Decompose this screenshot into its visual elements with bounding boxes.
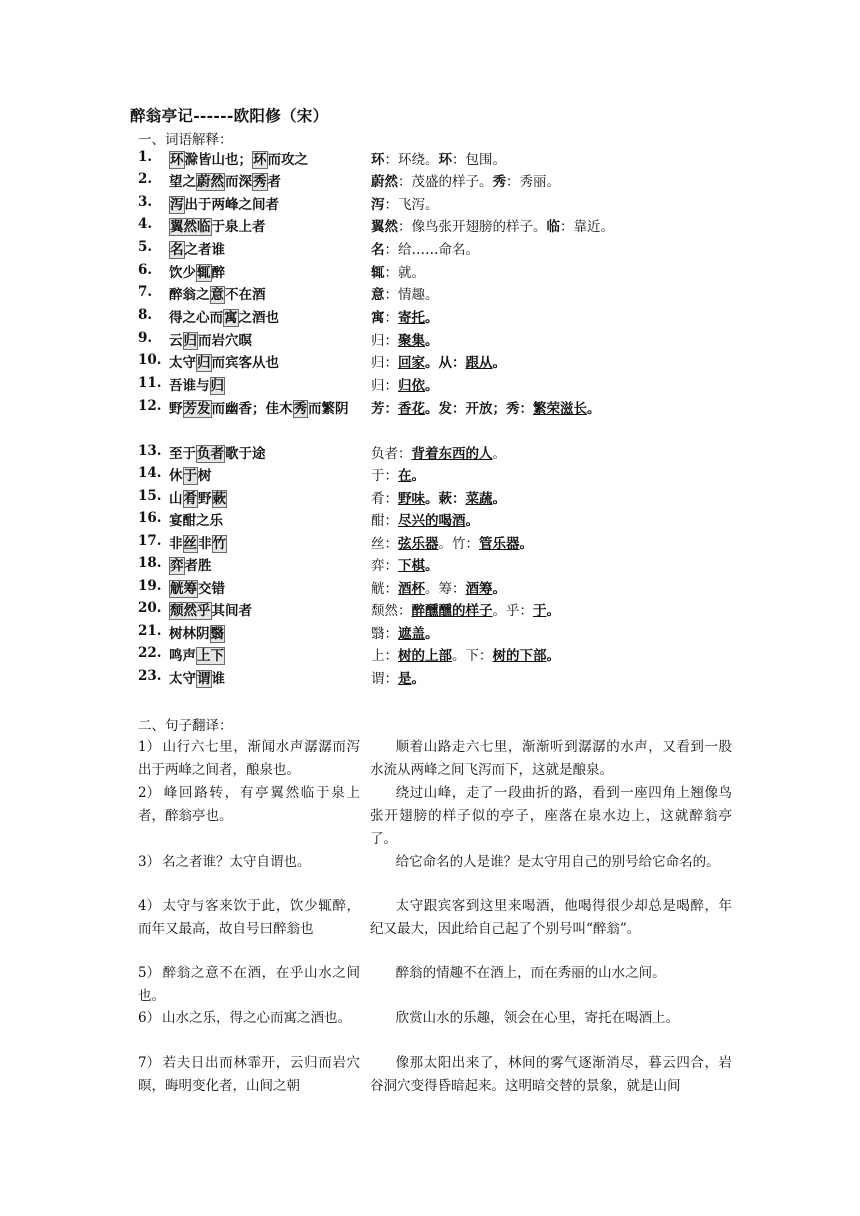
vocab-number: 1. <box>138 149 153 165</box>
definition-text: ： <box>384 310 398 326</box>
definition-text: ：就。 <box>384 265 425 281</box>
vocab-term <box>169 488 361 510</box>
term-text: 滁皆山也； <box>184 152 252 168</box>
sentence-number: 4） <box>138 898 161 914</box>
sentence-text: 山水之乐，得之心而寓之酒也。 <box>162 1010 351 1026</box>
sentence-number: 7） <box>138 1055 161 1071</box>
vocab-definition <box>371 600 751 622</box>
vocab-definition <box>371 398 751 420</box>
highlighted-term: 弈 <box>170 558 184 574</box>
definition-text: ： <box>384 333 398 349</box>
bold-text: 。 <box>465 513 479 529</box>
highlighted-term: 环 <box>253 152 267 168</box>
term-text: 之酒也 <box>238 310 279 326</box>
definition-text: 丝： <box>371 536 398 552</box>
modern-translation: 像那太阳出来了，林间的雾气逐渐消尽，暮云四合，岩谷洞穴变得昏暗起来。这明暗交替的景象，就是山间 <box>370 1055 732 1094</box>
vocab-definition <box>371 262 751 284</box>
term-text: 鸣声 <box>169 648 196 664</box>
section-heading-vocabulary: 一、词语解释： <box>138 132 233 148</box>
vocab-definition <box>371 330 751 352</box>
bold-text: 。 <box>492 581 506 597</box>
vocab-definition <box>371 216 751 238</box>
underlined-meaning: 回家 <box>398 355 425 371</box>
definition-text: 谓： <box>371 671 398 687</box>
underlined-meaning: 野味 <box>398 491 425 507</box>
highlighted-term: 翼然临 <box>170 219 211 235</box>
classical-sentence <box>138 895 360 941</box>
vocab-term <box>169 194 361 216</box>
underlined-meaning: 是 <box>398 671 412 687</box>
term-text: 吾谁与 <box>169 378 210 394</box>
vocab-term <box>169 668 361 690</box>
highlighted-term: 名 <box>170 242 184 258</box>
underlined-meaning: 下棋 <box>398 558 425 574</box>
vocab-term <box>169 149 361 171</box>
vocab-definition <box>371 533 751 555</box>
underlined-meaning: 树的上部 <box>398 648 452 664</box>
term-text: 其间者 <box>211 603 252 619</box>
classical-sentence <box>138 851 360 874</box>
vocab-definition <box>371 668 751 690</box>
vocab-definition <box>371 510 751 532</box>
underlined-meaning: 菜蔬 <box>465 491 493 507</box>
term-text: 太守 <box>169 355 196 371</box>
classical-sentence <box>138 1052 360 1098</box>
vocab-number: 12. <box>138 398 162 414</box>
underlined-meaning: 背着东西的人 <box>411 446 493 462</box>
vocab-term <box>169 533 361 555</box>
highlighted-term: 颓然乎 <box>170 603 211 619</box>
term-text: 而深 <box>225 174 252 190</box>
definition-text: ：包围。 <box>452 152 506 168</box>
term-text: 而繁阴 <box>308 401 349 417</box>
underlined-meaning: 繁荣滋长 <box>533 401 587 417</box>
underlined-meaning: 醉醺醺的样子 <box>411 603 493 619</box>
modern-translation: 顺着山路走六七里，渐渐听到潺潺的水声，又看到一股水流从两峰之间飞泻而下，这就是酿泉。 <box>370 739 732 778</box>
sentence-number: 2） <box>138 785 161 801</box>
term-text: 而攻之 <box>267 152 308 168</box>
sentence-text: 名之者谁？太守自谓也。 <box>162 854 311 870</box>
highlighted-term: 秀 <box>253 174 267 190</box>
definition-text: 上： <box>371 648 398 664</box>
highlighted-term: 觥筹 <box>170 581 197 597</box>
highlighted-term: 秀 <box>293 401 307 417</box>
vocab-number: 20. <box>138 600 162 616</box>
highlighted-term: 归 <box>197 355 211 371</box>
modern-translation: 绕过山峰，走了一段曲折的路，看到一座四角上翘像鸟张开翅膀的样子似的亭子，座落在泉水边上，这就醉翁亭了。 <box>370 785 732 847</box>
modern-translation: 欣赏山水的乐趣，领会在心里，寄托在喝酒上。 <box>395 1010 680 1026</box>
definition-text: ：茂盛的样子。 <box>398 174 493 190</box>
modern-translation: 给它命名的人是谁？是太守用自己的别号给它命名的。 <box>395 854 720 870</box>
sentence-number: 5） <box>138 965 161 981</box>
vocab-number: 23. <box>138 668 162 684</box>
definition-text: ：情趣。 <box>384 287 439 303</box>
sentence-number: 6） <box>138 1010 161 1026</box>
definition-text: 负者： <box>371 446 412 462</box>
classical-sentence <box>138 1007 360 1030</box>
vocab-definition <box>371 307 751 329</box>
vocab-definition <box>371 375 751 397</box>
term-text: 醉翁之 <box>169 287 210 303</box>
vocab-number: 13. <box>138 443 162 459</box>
sentence-number: 3） <box>138 854 161 870</box>
term-text: 太守 <box>169 671 196 687</box>
vocab-term <box>169 262 361 284</box>
vocab-number: 9. <box>138 330 153 346</box>
bold-text: 。 <box>546 648 560 664</box>
definition-text: 酣： <box>371 513 398 529</box>
term-text: 而宾客从也 <box>211 355 279 371</box>
sentence-text: 若夫日出而林霏开，云归而岩穴暝，晦明变化者，山间之朝 <box>138 1055 360 1094</box>
bold-text: 秀 <box>492 174 506 190</box>
bold-text: 临 <box>546 219 560 235</box>
term-text: 醉 <box>211 265 225 281</box>
definition-text: ：飞泻。 <box>384 197 439 213</box>
term-text: 云 <box>169 333 183 349</box>
sentence-text: 太守与客来饮于此，饮少辄醉，而年又最高，故自号曰醉翁也 <box>138 898 360 937</box>
bold-text: 芳： <box>371 401 398 417</box>
definition-text: ：像鸟张开翅膀的样子。 <box>398 219 547 235</box>
modern-translation: 太守跟宾客到这里来喝酒，他喝得很少却总是喝醉，年纪又最大，因此给自己起了个别号叫“醉翁”。 <box>370 898 732 937</box>
underlined-meaning: 在 <box>398 468 412 484</box>
classical-sentence <box>138 736 360 782</box>
term-text: 非 <box>169 536 183 552</box>
vocab-number: 8. <box>138 307 153 323</box>
highlighted-term: 辄 <box>197 265 211 281</box>
underlined-meaning: 跟从 <box>465 355 493 371</box>
definition-text: 归 <box>371 355 385 371</box>
bold-text: 。 <box>425 378 439 394</box>
definition-text: 弈： <box>371 558 398 574</box>
term-text: 野 <box>198 491 212 507</box>
definition-text: ：环绕。 <box>384 152 439 168</box>
vocab-term <box>169 330 361 352</box>
bold-text: 名 <box>371 242 385 258</box>
bold-text: 。发：开放；秀： <box>425 401 533 417</box>
vocab-term <box>169 239 361 261</box>
term-text: 谁 <box>211 671 225 687</box>
highlighted-term: 意 <box>210 287 224 303</box>
vocab-number: 3. <box>138 194 153 210</box>
vocab-definition <box>371 623 751 645</box>
term-text: 之者谁 <box>184 242 225 258</box>
bold-text: 。 <box>411 671 425 687</box>
term-text: 而幽香；佳木 <box>211 401 293 417</box>
sentence-text: 醉翁之意不在酒，在乎山水之间也。 <box>138 965 360 1004</box>
vocab-term <box>169 600 361 622</box>
term-text: 饮少 <box>169 265 196 281</box>
vocab-number: 21. <box>138 623 162 639</box>
term-text: 树林阴 <box>169 626 210 642</box>
vocab-definition <box>371 645 751 667</box>
definition-text: 。 <box>492 446 506 462</box>
underlined-meaning: 于 <box>533 603 547 619</box>
definition-text: 觥： <box>371 581 398 597</box>
highlighted-term: 归 <box>210 378 224 394</box>
vocab-term <box>169 375 361 397</box>
vocab-definition <box>371 465 751 487</box>
sentence-number: 1） <box>138 739 161 755</box>
section-heading-translation: 二、句子翻译： <box>138 718 233 734</box>
vocab-definition <box>371 352 751 374</box>
bold-text: 寓 <box>371 310 385 326</box>
definition-text: 翳： <box>371 626 398 642</box>
vocab-term <box>169 623 361 645</box>
vocab-term <box>169 171 361 193</box>
vocab-number: 16. <box>138 510 162 526</box>
highlighted-term: 泻 <box>170 197 184 213</box>
bold-text: 环 <box>371 152 385 168</box>
vocab-term <box>169 510 361 532</box>
bold-text: 。 <box>425 558 439 574</box>
vocab-definition <box>371 555 751 577</box>
bold-text: 翼然 <box>371 219 398 235</box>
term-text: 于泉上者 <box>211 219 266 235</box>
underlined-meaning: 归依 <box>398 378 425 394</box>
term-text: 非 <box>198 536 212 552</box>
bold-text: 。 <box>492 355 506 371</box>
definition-text: 肴： <box>371 491 398 507</box>
highlighted-term: 环 <box>170 152 184 168</box>
definition-text: 。乎： <box>492 603 533 619</box>
vocab-definition <box>371 488 751 510</box>
vocab-term <box>169 465 361 487</box>
highlighted-term: 于 <box>183 468 197 484</box>
vocab-term <box>169 307 361 329</box>
term-text: 歌于途 <box>225 446 266 462</box>
vocab-definition <box>371 443 751 465</box>
bold-text: 。 <box>519 536 533 552</box>
highlighted-term: 肴 <box>183 491 197 507</box>
highlighted-term: 翳 <box>210 626 224 642</box>
term-text: 出于两峰之间者 <box>184 197 279 213</box>
bold-text: 蔚然 <box>371 174 398 190</box>
bold-text: 环 <box>438 152 452 168</box>
vocab-number: 5. <box>138 239 153 255</box>
bold-text: 。 <box>411 468 425 484</box>
definition-text: 归 <box>371 378 385 394</box>
vocab-number: 19. <box>138 578 162 594</box>
underlined-meaning: 聚集 <box>398 333 425 349</box>
vocab-number: 17. <box>138 533 162 549</box>
underlined-meaning: 遮盖 <box>398 626 425 642</box>
vocab-term <box>169 398 361 420</box>
highlighted-term: 蔚然 <box>197 174 224 190</box>
term-text: 望之 <box>169 174 196 190</box>
term-text: 山 <box>169 491 183 507</box>
highlighted-term: 上下 <box>197 648 224 664</box>
vocab-term <box>169 216 361 238</box>
bold-text: 。蔌： <box>425 491 466 507</box>
underlined-meaning: 尽兴的喝酒 <box>398 513 466 529</box>
bold-text: 。从： <box>425 355 466 371</box>
highlighted-term: 丝 <box>183 536 197 552</box>
bold-text: 。 <box>492 491 506 507</box>
sentence-text: 峰回路转，有亭翼然临于泉上者，醉翁亭也。 <box>138 785 360 824</box>
vocab-term <box>169 443 361 465</box>
vocab-number: 2. <box>138 171 153 187</box>
underlined-meaning: 酒杯 <box>398 581 425 597</box>
vocab-definition <box>371 149 751 171</box>
definition-text: 。下： <box>452 648 493 664</box>
highlighted-term: 竹 <box>212 536 226 552</box>
vocab-number: 14. <box>138 465 162 481</box>
underlined-meaning: 寄托 <box>398 310 425 326</box>
definition-text: ：给……命名。 <box>384 242 479 258</box>
definition-text: ：秀丽。 <box>506 174 560 190</box>
vocab-number: 15. <box>138 488 162 504</box>
vocab-term <box>169 555 361 577</box>
vocab-number: 4. <box>138 216 153 232</box>
underlined-meaning: 酒筹 <box>465 581 493 597</box>
bold-text: 泻 <box>371 197 385 213</box>
classical-sentence <box>138 962 360 1008</box>
vocab-term <box>169 284 361 306</box>
vocab-number: 7. <box>138 284 153 300</box>
sentence-text: 山行六七里，渐闻水声潺潺而泻出于两峰之间者，酿泉也。 <box>138 739 360 778</box>
bold-text: 。 <box>425 333 439 349</box>
term-text: 树 <box>198 468 212 484</box>
underlined-meaning: 香花 <box>398 401 425 417</box>
vocab-definition <box>371 171 751 193</box>
vocab-definition <box>371 239 751 261</box>
definition-text: ：靠近。 <box>560 219 614 235</box>
vocab-number: 10. <box>138 352 162 368</box>
term-text: 者胜 <box>184 558 212 574</box>
highlighted-term: 芳发 <box>183 401 211 417</box>
vocab-number: 18. <box>138 555 162 571</box>
definition-text: 归 <box>371 333 385 349</box>
vocab-term <box>169 352 361 374</box>
term-text: 休 <box>169 468 183 484</box>
highlighted-term: 蔌 <box>212 491 226 507</box>
bold-text: 。 <box>425 626 439 642</box>
vocab-number: 11. <box>138 375 162 391</box>
underlined-meaning: 弦乐器 <box>398 536 439 552</box>
vocab-number: 22. <box>138 645 162 661</box>
highlighted-term: 谓 <box>197 671 211 687</box>
definition-text: 颓然： <box>371 603 412 619</box>
vocab-term <box>169 578 361 600</box>
highlighted-term: 归 <box>183 333 197 349</box>
classical-sentence <box>138 782 360 828</box>
term-text: 不在酒 <box>225 287 266 303</box>
term-text: 者 <box>267 174 281 190</box>
vocab-term <box>169 645 361 667</box>
bold-text: 。 <box>546 603 560 619</box>
vocab-definition <box>371 194 751 216</box>
underlined-meaning: 树的下部 <box>492 648 547 664</box>
term-text: 得之心而 <box>169 310 223 326</box>
term-text: 至于 <box>169 446 196 462</box>
bold-text: 。 <box>587 401 601 417</box>
vocab-definition <box>371 578 751 600</box>
definition-text: ： <box>384 378 398 394</box>
definition-text: 。竹： <box>438 536 479 552</box>
highlighted-term: 负者 <box>197 446 224 462</box>
bold-text: 辄 <box>371 265 385 281</box>
document-title: 醉翁亭记------欧阳修（宋） <box>130 106 329 125</box>
vocab-number: 6. <box>138 262 153 278</box>
definition-text: 于： <box>371 468 398 484</box>
definition-text: 。筹： <box>425 581 466 597</box>
term-text: 而岩穴暝 <box>198 333 252 349</box>
term-text: 交错 <box>198 581 225 597</box>
definition-text: ： <box>384 355 398 371</box>
highlighted-term: 寓 <box>224 310 238 326</box>
modern-translation: 醉翁的情趣不在酒上，而在秀丽的山水之间。 <box>395 965 666 981</box>
vocab-definition <box>371 284 751 306</box>
bold-text: 。 <box>425 310 439 326</box>
bold-text: 意 <box>371 287 385 303</box>
term-text: 野 <box>169 401 183 417</box>
underlined-meaning: 管乐器 <box>479 536 520 552</box>
term-text: 宴酣之乐 <box>169 513 223 529</box>
